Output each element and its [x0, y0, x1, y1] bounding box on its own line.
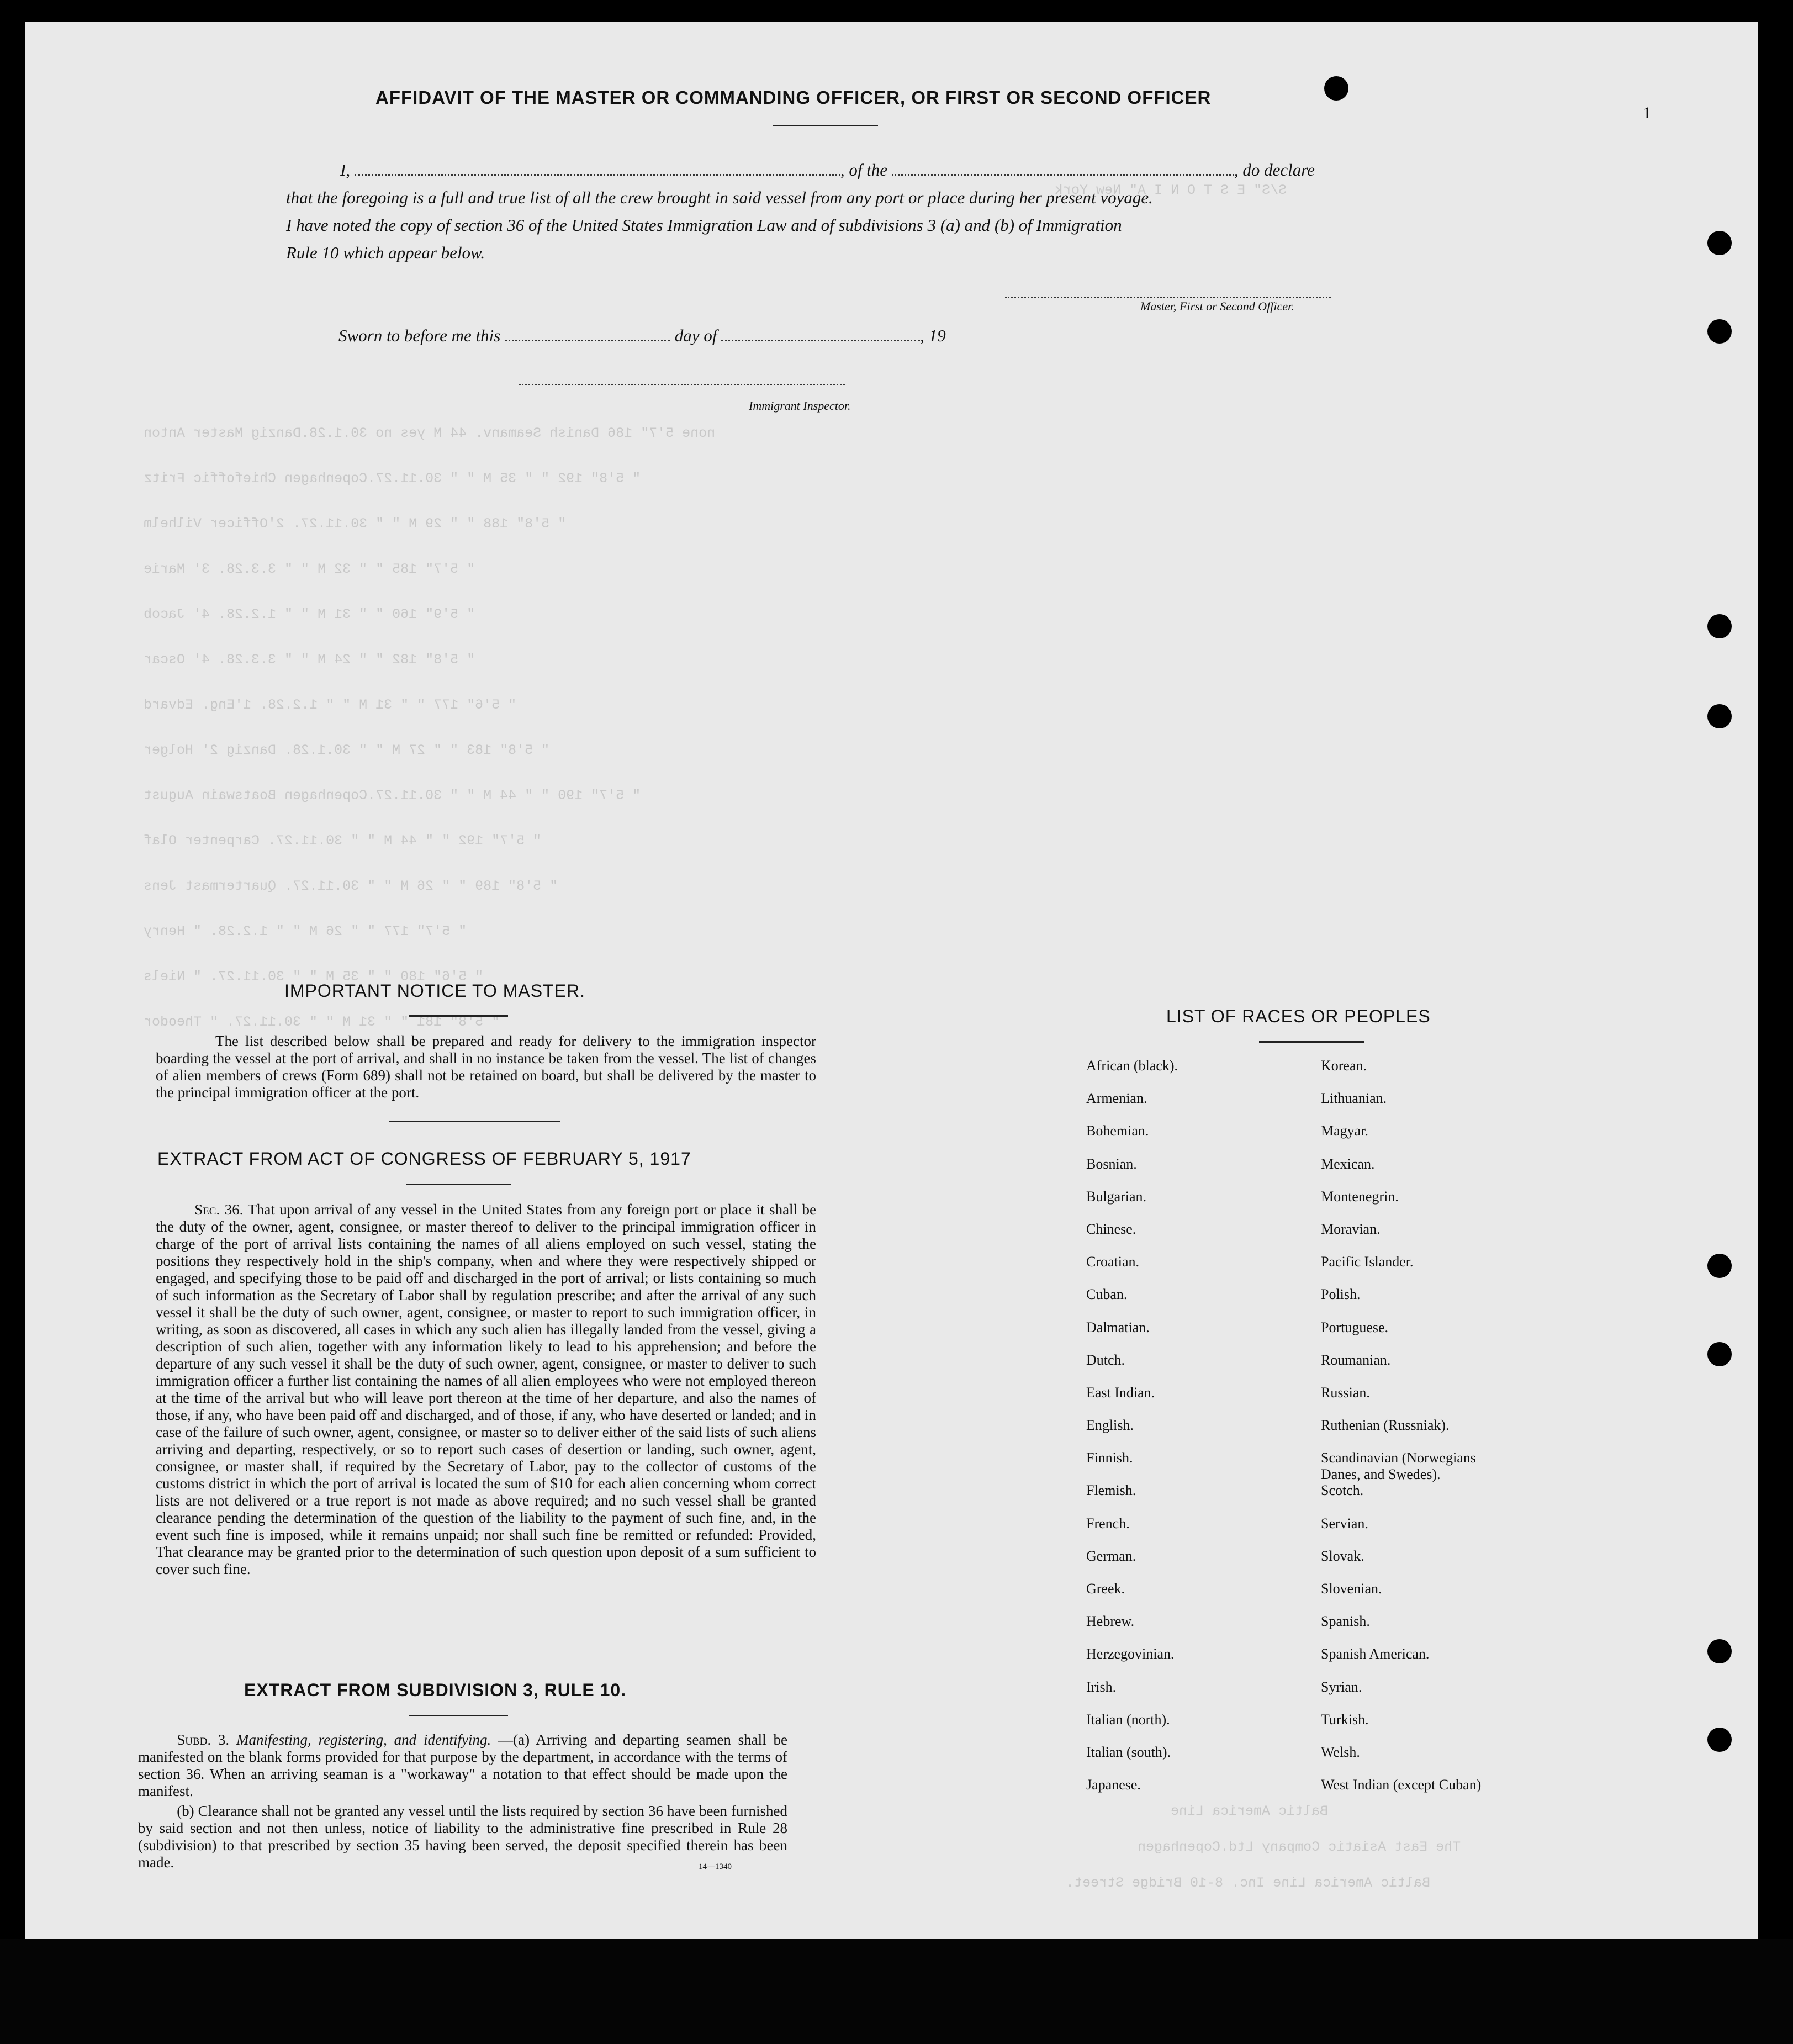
race-item: Cuban. — [1086, 1286, 1128, 1303]
race-item: Turkish. — [1321, 1711, 1369, 1728]
bleed-through-footer-3: Baltic America Line Inc. 8-10 Bridge Street. — [1066, 1875, 1431, 1891]
bleed-through-row: none 5'7" 186 Danish Seamanv. 44 M yes no 30.1.28.Danzig Master Anton — [144, 425, 716, 441]
bleed-through-row: " 5'7" 190 " " 44 M " " 30.11.27.Copenhagen Boatswain August — [144, 788, 641, 804]
race-item: Armenian. — [1086, 1090, 1147, 1107]
bleed-through-row: " 5'6" 180 " " 35 M " " 30.11.27. " Niels — [144, 969, 484, 985]
bleed-through-row: " 5'8" 192 " " 35 M " " 30.11.27.Copenhagen Chiefoffic Fritz — [144, 471, 641, 487]
race-item: Croatian. — [1086, 1254, 1140, 1270]
subd-label: Subd. 3. — [177, 1731, 230, 1748]
master-signature-line — [1005, 284, 1331, 298]
subdivision-title: EXTRACT FROM SUBDIVISION 3, RULE 10. — [244, 1680, 627, 1700]
race-item: Mexican. — [1321, 1155, 1375, 1172]
punch-hole — [1707, 1639, 1732, 1663]
race-item: Scandinavian (Norwegians Danes, and Swedes). — [1321, 1450, 1476, 1483]
divider — [409, 1015, 508, 1017]
race-item: Polish. — [1321, 1286, 1361, 1303]
affidavit-line-1 — [340, 160, 1315, 180]
race-item: Bulgarian. — [1086, 1188, 1147, 1205]
race-item: Spanish. — [1321, 1613, 1370, 1630]
act-text: That upon arrival of any vessel in the United States from any foreign port or place it shall be the duty of the owner, agent, consignee, or master thereof to deliver to the principal immigration officer in charge of the port of arrival lists containing the names of all aliens employed on such vessel, stating the positions they respectively hold in the ship's company, when and where they were respectively shipped or engaged, and specifying those to be paid off and discharged in the port of arrival; or lists containing so much of such information as the Secretary of Labor shall by regulation prescribe; and after the arrival of any such vessel it shall be the duty of such owner, agent, consignee, or master to report to such immigration officer, in writing, as soon as discovered, all cases in which any such alien has illegally landed from the vessel, giving a description of such alien, together with any information likely to lead to his apprehension; and before the departure of any such vessel it shall be the duty of such owner, agent, consignee, or master to deliver to such immigration officer a further list containing the names of all alien employees who were not employed thereon at the time of the arrival but who will leave port thereon at the time of her departure, and also the names of those, if any, who have been paid off and discharged, and of those, if any, who have deserted or landed; and in case of the failure of such owner, agent, consignee, or master so to deliver either of the said lists of such aliens arriving and departing, respectively, or so to report such cases of desertion or landing, such owner, agent, consignee, or master shall, if required by the Secretary of Labor, pay to the collector of customs of the customs district in which the port of arrival is located the sum of $10 for each alien concerning whom correct lists are not delivered or a true report is not made as above required; and no such vessel shall be granted clearance pending the determination of the question of the liability to the payment of such fine, and, in the event such fine is imposed, while it remains unpaid; nor shall such fine be remitted or refunded: Provided, That clearance may be granted prior to the determination of such question upon deposit of a sum sufficient to cover such fine. — [156, 1201, 817, 1577]
race-item: Greek. — [1086, 1581, 1125, 1597]
bleed-through-row: " 5'8" 188 " " 29 M " " 30.11.27. 2'Officer Vilhelm — [144, 516, 567, 532]
race-item: Lithuanian. — [1321, 1090, 1387, 1107]
race-item: English. — [1086, 1417, 1134, 1434]
races-title: LIST OF RACES OR PEOPLES — [1166, 1006, 1431, 1026]
race-item: Ruthenian (Russniak). — [1321, 1417, 1450, 1434]
race-item: West Indian (except Cuban) — [1321, 1777, 1482, 1793]
punch-hole — [1324, 76, 1348, 101]
subd-heading: Manifesting, registering, and identifying. — [236, 1731, 491, 1748]
bleed-through-row: " 5'8" 182 " " 24 M " " 3.3.28. 4' Oscar — [144, 652, 475, 668]
subd-text-a: —(a) Arriving and departing seamen shall be manifested on the blank forms provided for that purpose by the department, in accordance with the terms of section 36. When an arriving seaman is a "workaway" a notation to that effect should be made upon the manifest. — [138, 1731, 787, 1799]
race-item: Korean. — [1321, 1058, 1367, 1074]
bleed-through-row: " 5'8" 183 " " 27 M " " 30.1.28. Danzig 2' Holger — [144, 742, 550, 758]
sworn-label: Sworn to before me this — [338, 326, 501, 345]
sworn-year-label: , 19 — [920, 326, 946, 345]
race-item: German. — [1086, 1547, 1136, 1564]
page-number: 1 — [1643, 104, 1651, 122]
race-item: African (black). — [1086, 1058, 1178, 1074]
race-item: Flemish. — [1086, 1482, 1136, 1499]
notice-body: The list described below shall be prepared and ready for delivery to the immigration inspector boarding the vessel at the port of arrival, and shall in no instance be taken from the vessel. The list of changes of alien members of crews (Form 689) shall not be retained on board, but shall be delivered by the master to the principal immigration officer at the port. — [156, 1033, 816, 1101]
inspector-label: Immigrant Inspector. — [749, 399, 851, 413]
subdivision-body-b: (b) Clearance shall not be granted any vessel until the lists required by section 36 have been furnished by said section and not then unless, notice of liability to the administrative fine prescribed in Rule 28 (subdivision) to that prescribed by section 35 having been served, the deposit specified therein has been made. — [138, 1803, 787, 1871]
sworn-line — [338, 326, 946, 346]
name-blank — [355, 162, 840, 176]
race-item: Italian (north). — [1086, 1711, 1170, 1728]
race-item: Dalmatian. — [1086, 1319, 1150, 1335]
bleed-through-row: " 5'7" 177 " " 26 M " " 1.2.28. " Henry — [144, 923, 467, 939]
bleed-through-row: " 5'9" 160 " " 31 M " " 1.2.28. 4' Jacob — [144, 606, 475, 622]
bleed-through-header: S/S" E S T O N I A" New York — [1055, 182, 1287, 198]
affidavit-line-4: Rule 10 which appear below. — [286, 243, 485, 262]
race-item: Portuguese. — [1321, 1319, 1389, 1335]
bleed-through-row: " 5'7" 185 " " 32 M " " 3.3.28. 3' Marie — [144, 561, 475, 577]
race-item: Bohemian. — [1086, 1123, 1149, 1139]
races-list-right — [1321, 1058, 1481, 1809]
affidavit-line-3: I have noted the copy of section 36 of the United States Immigration Law and of subdivisions 3 (a) and (b) of Immigration — [286, 215, 1122, 235]
bleed-through-footer-1: Baltic America Line — [1171, 1803, 1329, 1819]
bleed-through-row: " 5'8" 181 " " 31 M " " 30.11.27. " Theodor — [144, 1014, 500, 1030]
divider — [409, 1715, 508, 1716]
race-item: Scotch. — [1321, 1482, 1364, 1499]
race-item: Slovak. — [1321, 1547, 1364, 1564]
punch-hole — [1707, 1254, 1732, 1278]
affidavit-declare-label: , do declare — [1234, 160, 1315, 179]
race-item: Japanese. — [1086, 1777, 1141, 1793]
divider — [1259, 1041, 1364, 1043]
sworn-month-blank — [721, 328, 920, 341]
bleed-through-footer-2: The East Asiatic Company Ltd.Copenhagen — [1138, 1839, 1461, 1855]
affidavit-of-label: , of the — [840, 160, 888, 179]
race-item: Spanish American. — [1321, 1646, 1430, 1662]
divider — [406, 1184, 511, 1185]
divider — [389, 1121, 560, 1122]
divider — [773, 125, 878, 126]
race-item: Russian. — [1321, 1384, 1370, 1401]
punch-hole — [1707, 1342, 1732, 1366]
sworn-day-label: day of — [674, 326, 717, 345]
race-item: Magyar. — [1321, 1123, 1368, 1139]
race-item: French. — [1086, 1515, 1130, 1531]
notice-title: IMPORTANT NOTICE TO MASTER. — [284, 981, 585, 1001]
race-item: Servian. — [1321, 1515, 1368, 1531]
form-number: 14—1340 — [699, 1862, 732, 1871]
act-title: EXTRACT FROM ACT OF CONGRESS OF FEBRUARY 5, 1917 — [157, 1149, 691, 1169]
punch-hole — [1707, 319, 1732, 344]
bleed-through-row: " 5'7" 192 " " 44 M " " 30.11.27. Carpenter Olaf — [144, 833, 542, 849]
vessel-blank — [892, 162, 1234, 176]
bleed-through-row: " 5'8" 189 " " 26 M " " 30.11.27. Quartermast Jens — [144, 878, 558, 894]
race-item: Irish. — [1086, 1678, 1117, 1695]
inspector-signature-line — [519, 384, 845, 385]
race-item: Chinese. — [1086, 1221, 1136, 1237]
punch-hole — [1707, 231, 1732, 255]
race-item: East Indian. — [1086, 1384, 1155, 1401]
race-item: Italian (south). — [1086, 1744, 1171, 1760]
races-list-left — [1086, 1058, 1178, 1809]
race-item: Bosnian. — [1086, 1155, 1137, 1172]
act-body — [156, 1201, 816, 1578]
affidavit-title: AFFIDAVIT OF THE MASTER OR COMMANDING OFFICER, OR FIRST OR SECOND OFFICER — [375, 87, 1212, 108]
race-item: Pacific Islander. — [1321, 1254, 1414, 1270]
punch-hole — [1707, 614, 1732, 638]
race-item: Finnish. — [1086, 1450, 1133, 1466]
race-item: Herzegovinian. — [1086, 1646, 1175, 1662]
race-item: Moravian. — [1321, 1221, 1381, 1237]
affidavit-i-label: I, — [340, 160, 351, 179]
punch-hole — [1707, 1728, 1732, 1752]
sworn-day-blank — [505, 328, 670, 341]
scan-border — [0, 1939, 1793, 2044]
punch-hole — [1707, 704, 1732, 728]
master-signature-label: Master, First or Second Officer. — [1140, 299, 1294, 313]
race-item: Welsh. — [1321, 1744, 1360, 1760]
bleed-through-row: " 5'6" 177 " " 31 M " " 1.2.28. 1'Eng. Edvard — [144, 697, 517, 713]
race-item: Hebrew. — [1086, 1613, 1135, 1630]
race-item: Roumanian. — [1321, 1351, 1391, 1368]
race-item: Slovenian. — [1321, 1581, 1382, 1597]
race-item: Syrian. — [1321, 1678, 1362, 1695]
race-item: Dutch. — [1086, 1351, 1125, 1368]
act-section-label: Sec. 36. — [194, 1201, 244, 1218]
affidavit-line-2: that the foregoing is a full and true list of all the crew brought in said vessel from any port or place during her present voyage. — [286, 188, 1153, 207]
subdivision-body-a — [138, 1731, 787, 1800]
race-item: Montenegrin. — [1321, 1188, 1399, 1205]
